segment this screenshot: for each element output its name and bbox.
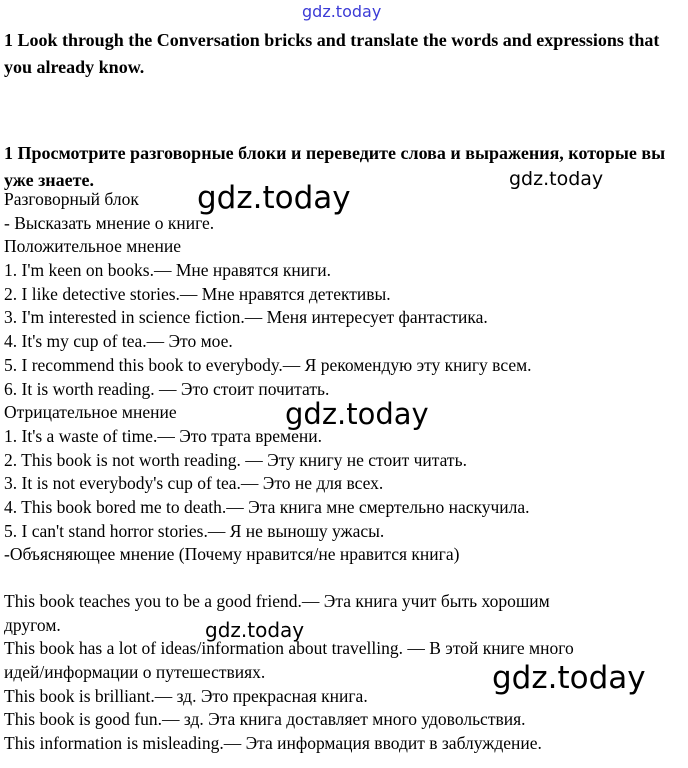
list-line: 2. I like detective stories.— Мне нравятся детективы. [4,283,391,304]
list-line: Отрицательное мнение [4,402,177,423]
watermark: gdz.today [197,180,351,216]
watermark-top: gdz.today [302,2,382,21]
list-line: Разговорный блок [4,189,139,209]
list-line: This book teaches you to be a good friend.— Эта книга учит быть хорошим [4,591,550,611]
list-line: 3. It is not everybody's cup of tea.— Это не для всех. [4,473,384,494]
list-line: 2. This book is not worth reading. — Эту книгу не стоит читать. [4,449,467,470]
list-line: This information is misleading.— Эта информация вводит в заблуждение. [4,733,542,754]
list-line: 1. I'm keen on books.— Мне нравятся книги. [4,260,332,281]
list-line: 6. It is worth reading. — Это стоит почитать. [4,378,330,399]
list-line: 4. This book bored me to death.— Эта книга мне смертельно наскучила. [4,496,530,517]
watermark: gdz.today [205,618,305,642]
watermark: gdz.today [492,660,646,696]
exercise-heading-english: 1 Look through the Conversation bricks and translate the words and expressions that you already know. [4,30,660,77]
list-line: другом. [4,614,61,635]
list-line: идей/информации о путешествиях. [4,662,266,683]
list-line: 5. I can't stand horror stories.— Я не выношу ужасы. [4,520,385,541]
watermark: gdz.today [285,397,429,431]
list-line: This book is good fun.— зд. Эта книга доставляет много удовольствия. [4,709,526,730]
list-line: - Высказать мнение о книге. [4,212,215,233]
list-line: Положительное мнение [4,236,181,257]
list-line: 3. I'm interested in science fiction.— Меня интересует фантастика. [4,307,488,328]
exercise-heading-russian: 1 Просмотрите разговорные блоки и переведите слова и выражения, которые вы уже знаете. [4,143,666,190]
list-line: -Объясняющее мнение (Почему нравится/не нравится книга) [4,544,460,565]
list-line: 1. It's a waste of time.— Это трата времени. [4,425,322,446]
list-line: 5. I recommend this book to everybody.— Я рекомендую эту книгу всем. [4,354,532,375]
list-line: This book has a lot of ideas/information about travelling. — В этой книге много [4,638,574,659]
spacer [4,567,684,590]
list-line: 4. It's my cup of tea.— Это мое. [4,331,233,352]
watermark: gdz.today [509,168,604,190]
list-line: This book is brilliant.— зд. Это прекрасная книга. [4,685,368,706]
